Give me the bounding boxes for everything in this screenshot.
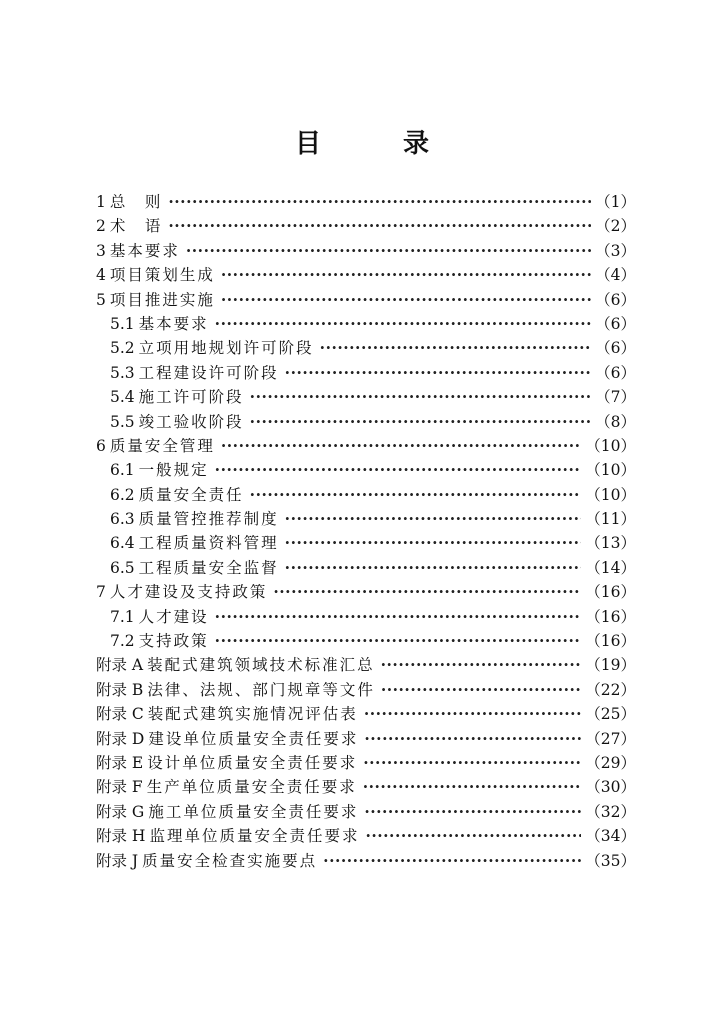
toc-entry-title: 支持政策 <box>138 632 209 651</box>
toc-entry-number: 附录 E <box>96 753 144 772</box>
toc-entry-title: 立项用地规划许可阶段 <box>138 339 314 358</box>
toc-entry[interactable] <box>96 580 636 604</box>
toc-entry-number: 附录 F <box>96 778 143 797</box>
toc-entry[interactable] <box>96 385 636 409</box>
toc-entry-title: 项目推进实施 <box>109 290 215 309</box>
toc-entry-title: 工程质量安全监督 <box>138 558 279 577</box>
toc-entry[interactable] <box>96 312 636 336</box>
toc-entry[interactable] <box>96 702 636 726</box>
toc-entry-number: 4 <box>96 266 106 285</box>
toc-entry-title: 人才建设及支持政策 <box>109 583 268 602</box>
toc-entry-page: （10） <box>585 436 636 455</box>
toc-entry-number: 附录 G <box>96 802 145 821</box>
toc-entry-page: （29） <box>585 753 636 772</box>
toc-entry-number: 附录 A <box>96 656 144 675</box>
toc-entry-title: 人才建设 <box>138 607 209 626</box>
toc-entry-number: 附录 H <box>96 827 146 846</box>
toc-entry-title: 工程质量资料管理 <box>138 534 279 553</box>
toc-entry-page: （35） <box>585 851 636 870</box>
toc-entry[interactable] <box>96 434 636 458</box>
toc-entry-page: （16） <box>585 607 636 626</box>
toc-entry-page: （6） <box>595 314 636 333</box>
toc-dot-leader <box>285 509 582 528</box>
toc-entry-title: 装配式建筑实施情况评估表 <box>147 705 358 724</box>
toc-entry[interactable] <box>96 410 636 434</box>
toc-entry-title: 一般规定 <box>138 461 209 480</box>
toc-entry-number: 5.4 <box>110 388 135 407</box>
toc-entry-number: 附录 C <box>96 705 144 724</box>
toc-entry-number: 6.5 <box>110 558 135 577</box>
toc-entry-title: 法律、法规、部门规章等文件 <box>147 680 375 699</box>
toc-entry-page: （2） <box>595 217 636 236</box>
toc-entry-page: （10） <box>585 485 636 504</box>
toc-entry-number: 6 <box>96 436 106 455</box>
toc-entry-page: （32） <box>585 802 636 821</box>
toc-entry-page: （4） <box>595 266 636 285</box>
toc-entry[interactable] <box>96 531 636 555</box>
toc-entry-page: （14） <box>585 558 636 577</box>
toc-dot-leader <box>215 607 582 626</box>
toc-dot-leader <box>320 338 591 357</box>
toc-dot-leader <box>221 265 591 284</box>
toc-entry-page: （13） <box>585 534 636 553</box>
toc-dot-leader <box>250 485 582 504</box>
page-title: 目 录 <box>294 129 457 159</box>
toc-dot-leader <box>250 412 591 431</box>
toc-entry[interactable] <box>96 800 636 824</box>
toc-entry-number: 2 <box>96 217 106 236</box>
toc-entry-title: 项目策划生成 <box>109 266 215 285</box>
toc-entry-title: 质量管控推荐制度 <box>138 510 279 529</box>
toc-entry-title: 施工单位质量安全责任要求 <box>148 802 359 821</box>
toc-entry-page: （11） <box>585 510 636 529</box>
table-of-contents <box>96 190 636 873</box>
toc-entry[interactable] <box>96 727 636 751</box>
toc-entry[interactable] <box>96 239 636 263</box>
toc-entry[interactable] <box>96 849 636 873</box>
toc-entry-page: （34） <box>585 827 636 846</box>
toc-entry-title: 竣工验收阶段 <box>138 412 244 431</box>
toc-entry-number: 附录 B <box>96 680 144 699</box>
toc-entry-number: 5.1 <box>110 314 135 333</box>
toc-entry-number: 6.3 <box>110 510 135 529</box>
toc-entry[interactable] <box>96 678 636 702</box>
toc-entry[interactable] <box>96 605 636 629</box>
toc-entry-number: 6.4 <box>110 534 135 553</box>
toc-entry-page: （1） <box>595 193 636 211</box>
toc-entry[interactable] <box>96 336 636 360</box>
toc-entry-number: 附录 J <box>96 851 139 870</box>
toc-entry-title: 术 语 <box>109 217 163 236</box>
toc-dot-leader <box>364 704 581 723</box>
toc-entry-title: 基本要求 <box>138 314 209 333</box>
toc-entry[interactable] <box>96 751 636 775</box>
toc-entry-title: 设计单位质量安全责任要求 <box>147 753 358 772</box>
toc-entry[interactable] <box>96 214 636 238</box>
toc-dot-leader <box>364 729 581 748</box>
toc-dot-leader <box>215 631 582 650</box>
toc-entry-page: （30） <box>585 778 636 797</box>
toc-entry-page: （27） <box>585 729 636 748</box>
toc-entry-page: （25） <box>585 705 636 724</box>
toc-dot-leader <box>285 533 582 552</box>
toc-dot-leader <box>273 582 581 601</box>
toc-dot-leader <box>250 387 591 406</box>
toc-entry-title: 质量安全检查实施要点 <box>142 851 318 870</box>
toc-dot-leader <box>285 363 591 382</box>
toc-entry-title: 建设单位质量安全责任要求 <box>148 729 359 748</box>
toc-entry-number: 5.3 <box>110 363 135 382</box>
toc-entry[interactable] <box>96 629 636 653</box>
toc-entry-title: 总 则 <box>109 193 163 211</box>
toc-dot-leader <box>323 851 581 870</box>
toc-entry-title: 质量安全管理 <box>109 436 215 455</box>
toc-entry-page: （16） <box>585 583 636 602</box>
toc-entry-number: 7 <box>96 583 106 602</box>
toc-entry[interactable] <box>96 556 636 580</box>
toc-entry-number: 7.1 <box>110 607 135 626</box>
toc-entry-page: （22） <box>585 680 636 699</box>
toc-entry-number: 6.1 <box>110 461 135 480</box>
toc-dot-leader <box>381 680 581 699</box>
toc-dot-leader <box>364 802 581 821</box>
toc-entry-number: 5.5 <box>110 412 135 431</box>
toc-entry-page: （19） <box>585 656 636 675</box>
toc-dot-leader <box>365 826 581 845</box>
toc-dot-leader <box>221 436 581 455</box>
toc-entry-page: （10） <box>585 461 636 480</box>
toc-entry-title: 施工许可阶段 <box>138 388 244 407</box>
toc-dot-leader <box>215 314 591 333</box>
toc-entry-page: （3） <box>595 241 636 260</box>
toc-entry-title: 装配式建筑领域技术标准汇总 <box>147 656 375 675</box>
toc-entry-number: 7.2 <box>110 632 135 651</box>
toc-dot-leader <box>221 290 591 309</box>
toc-entry[interactable] <box>96 775 636 799</box>
toc-entry[interactable] <box>96 507 636 531</box>
toc-entry-number: 1 <box>96 193 106 211</box>
toc-entry-page: （8） <box>595 412 636 431</box>
toc-entry[interactable] <box>96 361 636 385</box>
toc-dot-leader <box>285 558 582 577</box>
toc-dot-leader <box>168 192 591 211</box>
toc-entry-title: 生产单位质量安全责任要求 <box>146 778 357 797</box>
toc-entry[interactable] <box>96 824 636 848</box>
toc-entry-title: 质量安全责任 <box>138 485 244 504</box>
toc-entry[interactable] <box>96 458 636 482</box>
toc-entry-number: 5.2 <box>110 339 135 358</box>
toc-entry-page: （7） <box>595 388 636 407</box>
toc-entry-title: 基本要求 <box>109 241 180 260</box>
toc-entry[interactable] <box>96 288 636 312</box>
toc-dot-leader <box>168 216 591 235</box>
toc-entry-title: 工程建设许可阶段 <box>138 363 279 382</box>
toc-entry-page: （6） <box>595 290 636 309</box>
toc-dot-leader <box>363 777 582 796</box>
toc-dot-leader <box>186 241 591 260</box>
toc-entry[interactable] <box>96 190 636 214</box>
toc-entry-number: 6.2 <box>110 485 135 504</box>
toc-dot-leader <box>381 655 582 674</box>
toc-dot-leader <box>215 460 582 479</box>
toc-entry[interactable] <box>96 653 636 677</box>
toc-entry-page: （6） <box>595 339 636 358</box>
toc-entry-number: 附录 D <box>96 729 145 748</box>
toc-entry-page: （6） <box>595 363 636 382</box>
toc-entry-page: （16） <box>585 632 636 651</box>
toc-entry-title: 监理单位质量安全责任要求 <box>149 827 360 846</box>
toc-entry[interactable] <box>96 483 636 507</box>
toc-dot-leader <box>363 753 581 772</box>
toc-entry-number: 3 <box>96 241 106 260</box>
toc-entry[interactable] <box>96 263 636 287</box>
toc-entry-number: 5 <box>96 290 106 309</box>
